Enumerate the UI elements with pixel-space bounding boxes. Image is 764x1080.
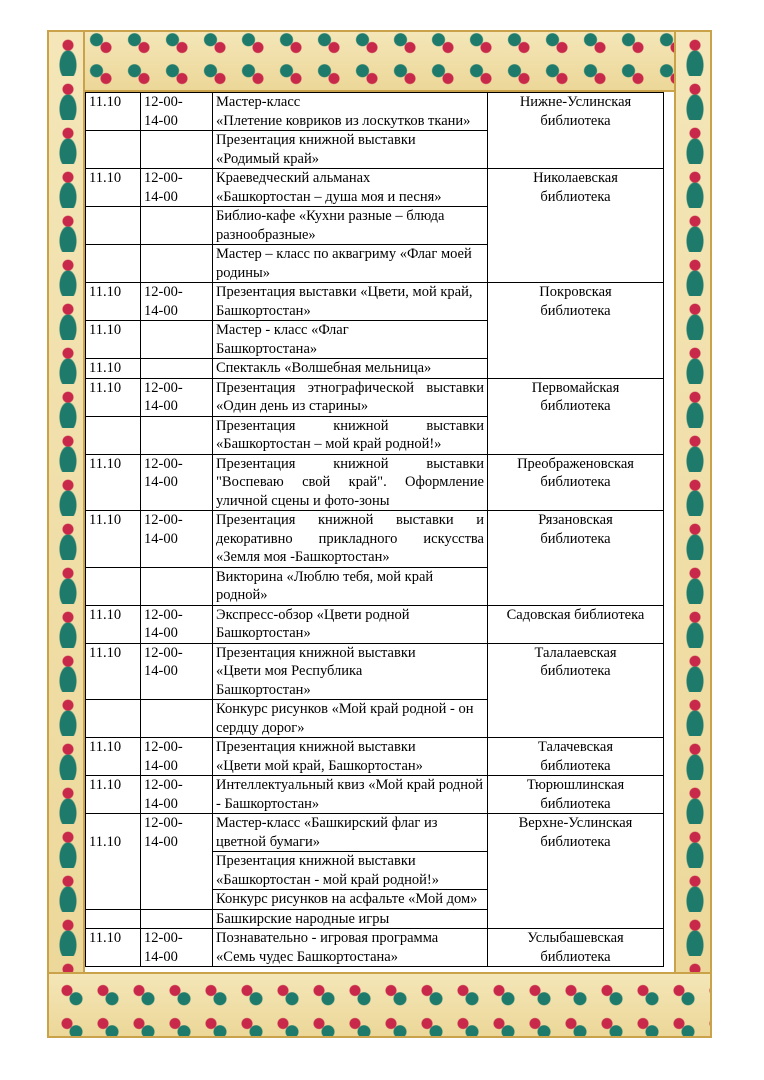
time-cell bbox=[141, 207, 213, 245]
date-cell: 11.10 bbox=[86, 359, 141, 379]
time-cell bbox=[141, 245, 213, 283]
table-row bbox=[86, 93, 664, 131]
event-cell: Мастер – класс по аквагриму «Флаг моей родины» bbox=[213, 245, 488, 283]
date-cell bbox=[86, 131, 141, 169]
event-cell: Интеллектуальный квиз «Мой край родной - Башкортостан» bbox=[213, 776, 488, 814]
table-row bbox=[86, 738, 664, 776]
library-cell: Покровская библиотека bbox=[488, 283, 664, 379]
library-cell: Талалаевская библиотека bbox=[488, 643, 664, 738]
date-cell: 11.10 bbox=[86, 378, 141, 416]
border-top-ornament bbox=[47, 30, 712, 92]
table-row bbox=[86, 283, 664, 321]
date-cell bbox=[86, 567, 141, 605]
date-cell: 11.10 bbox=[86, 814, 141, 910]
library-cell: Талачевская библиотека bbox=[488, 738, 664, 776]
date-cell bbox=[86, 416, 141, 454]
time-cell bbox=[141, 700, 213, 738]
event-cell: Презентация книжной выставки «Цвети мой край, Башкортостан» bbox=[213, 738, 488, 776]
event-cell: Презентация выставки «Цвети, мой край, Башкортостан» bbox=[213, 283, 488, 321]
time-cell bbox=[141, 359, 213, 379]
table-row bbox=[86, 169, 664, 207]
event-schedule-table bbox=[85, 92, 664, 967]
time-cell bbox=[141, 567, 213, 605]
table-row bbox=[86, 605, 664, 643]
event-cell: Презентация этнографической выставки «Один день из старины» bbox=[213, 378, 488, 416]
event-cell: Презентация книжной выставки «Башкортостан - мой край родной!» bbox=[213, 852, 488, 890]
date-cell: 11.10 bbox=[86, 929, 141, 967]
library-cell: Преображеновская библиотека bbox=[488, 454, 664, 511]
table-row bbox=[86, 511, 664, 568]
event-cell: Краеведческий альманах «Башкортостан – душа моя и песня» bbox=[213, 169, 488, 207]
event-cell: Конкурс рисунков «Мой край родной - он сердцу дорог» bbox=[213, 700, 488, 738]
table-row bbox=[86, 454, 664, 511]
time-cell: 12-00- 14-00 bbox=[141, 643, 213, 700]
event-cell: Спектакль «Волшебная мельница» bbox=[213, 359, 488, 379]
date-cell: 11.10 bbox=[86, 776, 141, 814]
date-cell: 11.10 bbox=[86, 738, 141, 776]
event-cell: Презентация книжной выставки и декоративно прикладного искусства «Земля моя -Башкортостан» bbox=[213, 511, 488, 568]
date-cell: 11.10 bbox=[86, 605, 141, 643]
date-cell bbox=[86, 207, 141, 245]
time-cell: 12-00- 14-00 bbox=[141, 814, 213, 910]
time-cell: 12-00- 14-00 bbox=[141, 169, 213, 207]
table-row bbox=[86, 814, 664, 852]
date-cell: 11.10 bbox=[86, 283, 141, 321]
table-body bbox=[86, 93, 664, 967]
table-row bbox=[86, 643, 664, 700]
time-cell: 12-00- 14-00 bbox=[141, 605, 213, 643]
date-cell bbox=[86, 245, 141, 283]
date-cell: 11.10 bbox=[86, 93, 141, 131]
date-cell bbox=[86, 909, 141, 929]
border-right-ornament bbox=[674, 30, 712, 1038]
event-cell: Презентация книжной выставки "Воспеваю свой край". Оформление уличной сцены и фото-зоны bbox=[213, 454, 488, 511]
date-cell bbox=[86, 700, 141, 738]
event-cell: Конкурс рисунков на асфальте «Мой дом» bbox=[213, 890, 488, 910]
event-cell: Библио-кафе «Кухни разные – блюда разнообразные» bbox=[213, 207, 488, 245]
library-cell: Верхне-Услинская библиотека bbox=[488, 814, 664, 929]
time-cell: 12-00- 14-00 bbox=[141, 929, 213, 967]
date-cell: 11.10 bbox=[86, 511, 141, 568]
time-cell bbox=[141, 416, 213, 454]
date-cell: 11.10 bbox=[86, 454, 141, 511]
event-cell: Экспресс-обзор «Цвети родной Башкортостан» bbox=[213, 605, 488, 643]
time-cell bbox=[141, 131, 213, 169]
library-cell: Нижне-Услинская библиотека bbox=[488, 93, 664, 169]
library-cell: Николаевская библиотека bbox=[488, 169, 664, 283]
library-cell: Тюрюшлинская библиотека bbox=[488, 776, 664, 814]
date-cell: 11.10 bbox=[86, 643, 141, 700]
event-cell: Башкирские народные игры bbox=[213, 909, 488, 929]
event-cell: Мастер - класс «Флаг Башкортостана» bbox=[213, 321, 488, 359]
library-cell: Рязановская библиотека bbox=[488, 511, 664, 606]
table-row bbox=[86, 378, 664, 416]
time-cell: 12-00- 14-00 bbox=[141, 776, 213, 814]
table-row bbox=[86, 776, 664, 814]
time-cell bbox=[141, 909, 213, 929]
time-cell: 12-00- 14-00 bbox=[141, 454, 213, 511]
time-cell: 12-00- 14-00 bbox=[141, 511, 213, 568]
border-left-ornament bbox=[47, 30, 85, 1038]
library-cell: Услыбашевская библиотека bbox=[488, 929, 664, 967]
event-cell: Познавательно - игровая программа «Семь чудес Башкортостана» bbox=[213, 929, 488, 967]
library-cell: Первомайская библиотека bbox=[488, 378, 664, 454]
event-cell: Мастер-класс «Плетение ковриков из лоскутков ткани» bbox=[213, 93, 488, 131]
time-cell: 12-00- 14-00 bbox=[141, 93, 213, 131]
event-cell: Викторина «Люблю тебя, мой край родной» bbox=[213, 567, 488, 605]
event-cell: Презентация книжной выставки «Башкортостан – мой край родной!» bbox=[213, 416, 488, 454]
time-cell bbox=[141, 321, 213, 359]
date-cell: 11.10 bbox=[86, 169, 141, 207]
border-bottom-ornament bbox=[47, 972, 712, 1038]
table-row bbox=[86, 929, 664, 967]
time-cell: 12-00- 14-00 bbox=[141, 738, 213, 776]
event-cell: Презентация книжной выставки «Родимый край» bbox=[213, 131, 488, 169]
event-cell: Мастер-класс «Башкирский флаг из цветной бумаги» bbox=[213, 814, 488, 852]
library-cell: Садовская библиотека bbox=[488, 605, 664, 643]
time-cell: 12-00- 14-00 bbox=[141, 283, 213, 321]
date-cell: 11.10 bbox=[86, 321, 141, 359]
time-cell: 12-00- 14-00 bbox=[141, 378, 213, 416]
event-cell: Презентация книжной выставки «Цвети моя Республика Башкортостан» bbox=[213, 643, 488, 700]
